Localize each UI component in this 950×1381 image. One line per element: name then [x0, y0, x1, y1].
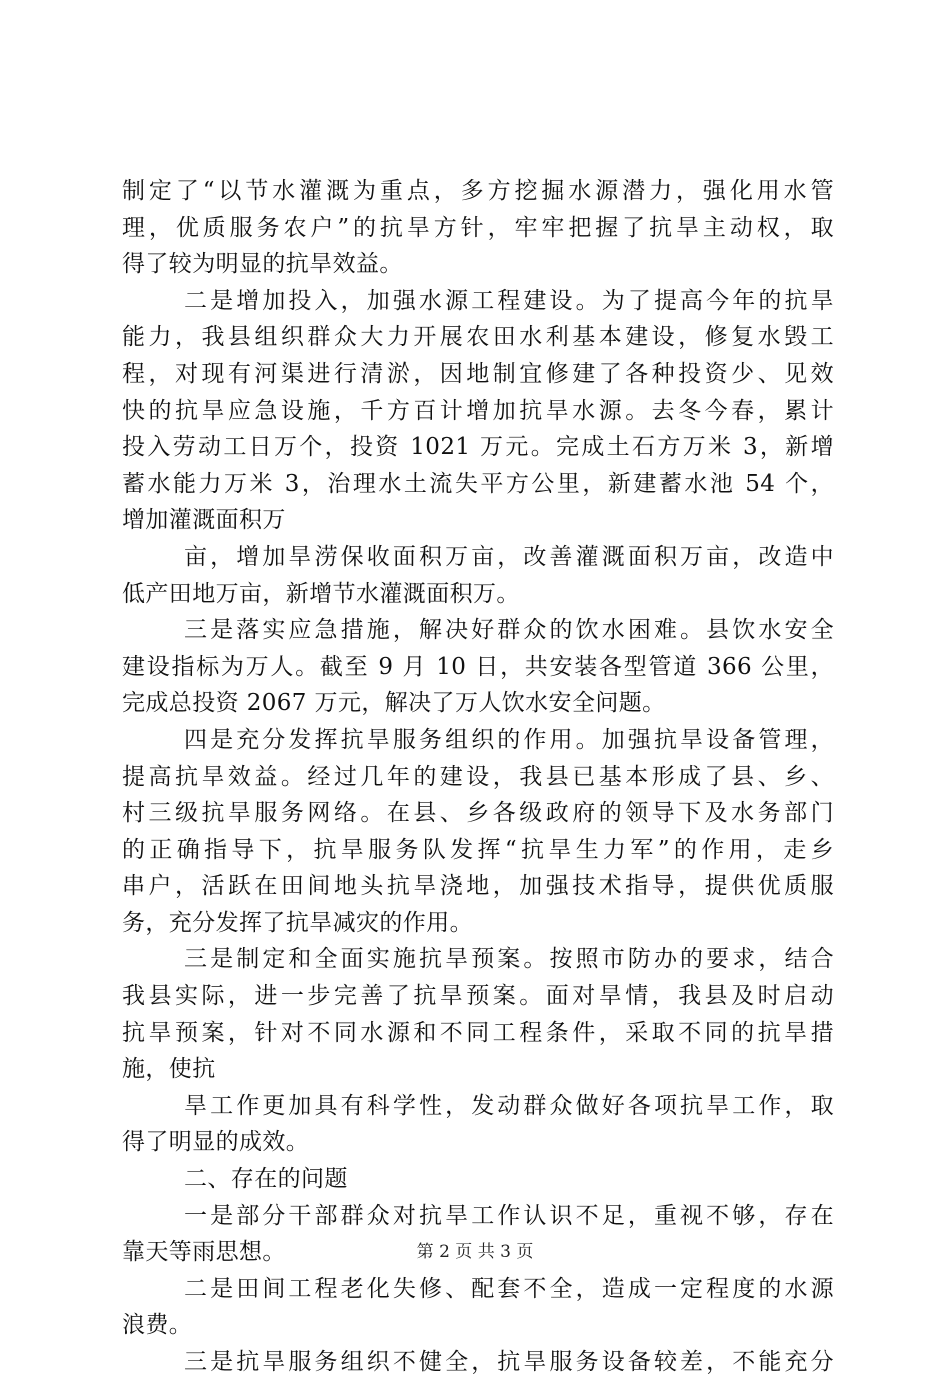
text-line: 浪费。: [122, 1312, 193, 1339]
text-line: 串户，活跃在田间地头抗旱浇地，加强技术指导，提供优质服: [122, 873, 834, 900]
page-footer: [0, 1241, 950, 1263]
text-line: 的正确指导下，抗旱服务队发挥“抗旱生力军”的作用，走乡: [122, 836, 834, 863]
text-line: 靠天等雨思想。: [122, 1239, 286, 1266]
text-line: 抗旱预案，针对不同水源和不同工程条件，采取不同的抗旱措: [122, 1019, 834, 1046]
text-line: 旱工作更加具有科学性，发动群众做好各项抗旱工作，取: [184, 1092, 834, 1119]
text-line: 我县实际，进一步完善了抗旱预案。面对旱情，我县及时启动: [122, 983, 834, 1010]
text-line: 得了较为明显的抗旱效益。: [122, 251, 403, 278]
text-line: 低产田地万亩，新增节水灌溉面积万。: [122, 580, 520, 607]
text-line: 能力，我县组织群众大力开展农田水利基本建设，修复水毁工: [122, 324, 834, 351]
document-body: [122, 173, 834, 1381]
text-line: 务，充分发挥了抗旱减灾的作用。: [122, 909, 473, 936]
text-line: 二是增加投入，加强水源工程建设。为了提高今年的抗旱: [184, 287, 834, 314]
text-line: 四是充分发挥抗旱服务组织的作用。加强抗旱设备管理，: [184, 726, 834, 753]
text-line: 二、存在的问题: [184, 1166, 348, 1193]
text-line: 村三级抗旱服务网络。在县、乡各级政府的领导下及水务部门: [122, 800, 834, 827]
text-line: 快的抗旱应急设施，千方百计增加抗旱水源。去冬今春，累计: [122, 397, 834, 424]
text-line: 程，对现有河渠进行清淤，因地制宜修建了各种投资少、见效: [122, 360, 834, 387]
text-line: 一是部分干部群众对抗旱工作认识不足，重视不够，存在: [184, 1202, 834, 1229]
text-line: 三是抗旱服务组织不健全，抗旱服务设备较差，不能充分: [184, 1349, 834, 1375]
text-line: 建设指标为万人。截至 9 月 10 日，共安装各型管道 366 公里，: [122, 653, 834, 680]
text-line: 完成总投资 2067 万元，解决了万人饮水安全问题。: [122, 690, 666, 717]
text-line: 得了明显的成效。: [122, 1129, 310, 1156]
text-line: 三是落实应急措施，解决好群众的饮水困难。县饮水安全: [184, 617, 834, 644]
text-line: 投入劳动工日万个，投资 1021 万元。完成土石方万米 3，新增: [122, 434, 834, 461]
text-line: 增加灌溉面积万: [122, 507, 286, 534]
page-number-label: 第 2 页 共 3 页: [416, 1242, 534, 1262]
text-line: 亩，增加旱涝保收面积万亩，改善灌溉面积万亩，改造中: [184, 543, 834, 570]
text-line: 蓄水能力万米 3，治理水土流失平方公里，新建蓄水池 54 个，: [122, 470, 834, 497]
text-line: 理，优质服务农户”的抗旱方针，牢牢把握了抗旱主动权，取: [122, 214, 834, 241]
text-line: 二是田间工程老化失修、配套不全，造成一定程度的水源: [184, 1275, 834, 1302]
text-line: 施，使抗: [122, 1056, 216, 1083]
text-line: 提高抗旱效益。经过几年的建设，我县已基本形成了县、乡、: [122, 763, 834, 790]
text-line: 制定了“以节水灌溉为重点，多方挖掘水源潜力，强化用水管: [122, 178, 834, 204]
text-line: 三是制定和全面实施抗旱预案。按照市防办的要求，结合: [184, 946, 834, 973]
